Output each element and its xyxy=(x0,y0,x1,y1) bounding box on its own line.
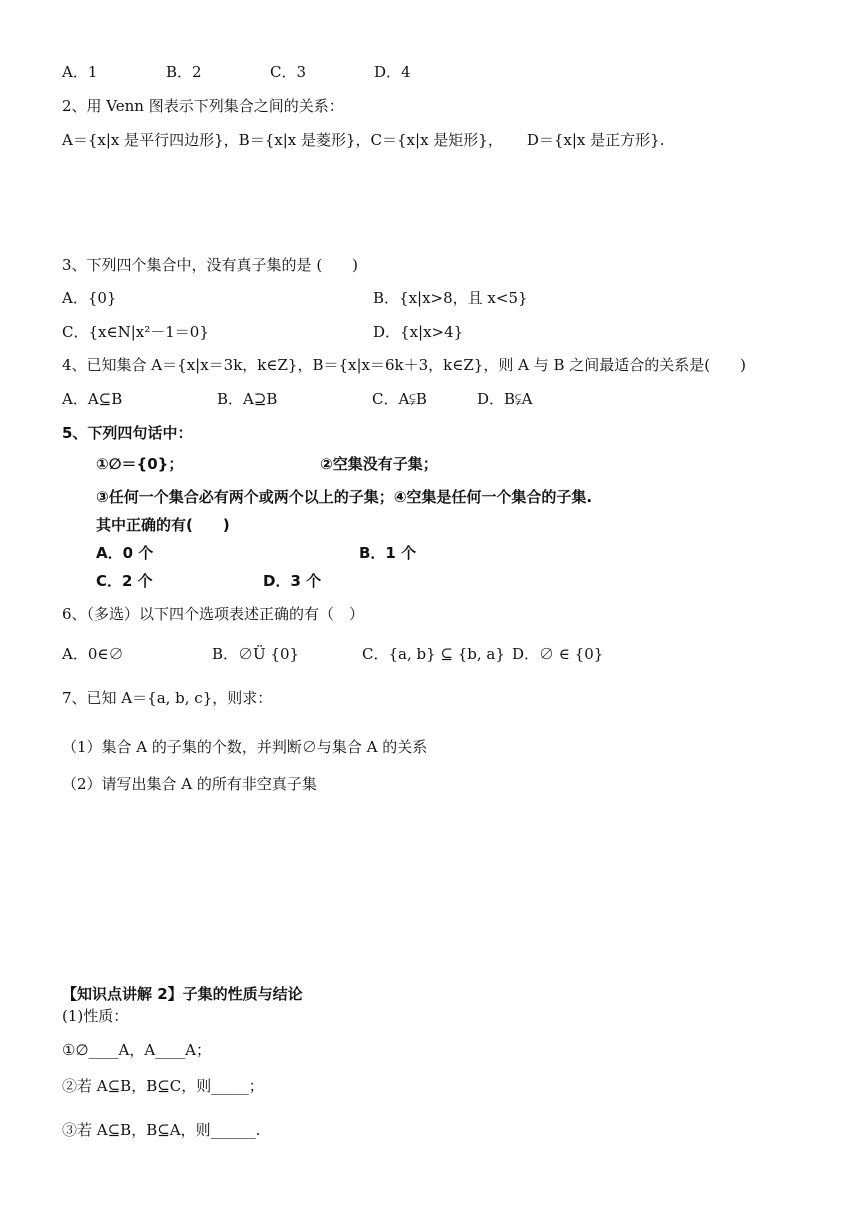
property-1: ①∅____A，A____A； xyxy=(62,1041,212,1059)
section-title: 【知识点讲解 2】子集的性质与结论 xyxy=(62,985,303,1003)
q7-part-2: （2）请写出集合 A 的所有非空真子集 xyxy=(62,775,317,793)
q5-option-c: C．2 个 xyxy=(96,572,153,590)
q6-option-b: B．∅Ü {0} xyxy=(212,645,300,663)
section-subtitle: (1)性质： xyxy=(62,1007,129,1025)
q6-options xyxy=(62,644,603,664)
q5-stem: 5、下列四句话中： xyxy=(62,424,193,442)
q5-statement-2: ②空集没有子集； xyxy=(320,455,438,473)
q7-stem: 7、已知 A＝{a, b, c}，则求： xyxy=(62,689,273,707)
q2-set-d: D＝{x|x 是正方形}. xyxy=(526,131,665,149)
property-3: ③若 A⊆B，B⊆A，则______. xyxy=(62,1121,261,1139)
q4-option-c: C．A⫋B xyxy=(372,390,427,408)
q5-ask: 其中正确的有( ) xyxy=(96,516,230,534)
q2-set-a: A＝{x|x 是平行四边形}， xyxy=(62,131,239,149)
q6-option-c: C．{a, b} ⊆ {b, a} xyxy=(362,645,505,663)
q3-option-b: B．{x|x>8，且 x<5} xyxy=(373,289,528,307)
q1-option-a: A．1 xyxy=(62,63,98,81)
q5-statement-1: ①∅＝{0}； xyxy=(96,455,184,473)
q6-option-d: D．∅ ∈ {0} xyxy=(512,645,604,663)
q5-statement-3-4: ③任何一个集合必有两个或两个以上的子集；④空集是任何一个集合的子集. xyxy=(96,488,593,506)
q7-part-1: （1）集合 A 的子集的个数，并判断∅与集合 A 的关系 xyxy=(62,738,428,756)
q2-set-b: B＝{x|x 是菱形}， xyxy=(238,131,371,149)
q4-stem: 4、已知集合 A＝{x|x＝3k，k∈Z}，B＝{x|x＝6k＋3，k∈Z}，则 A 与 B 之间最适合的关系是( ) xyxy=(62,356,746,374)
q4-option-b: B．A⊇B xyxy=(217,390,278,408)
q4-option-d: D．B⫋A xyxy=(477,390,533,408)
q3-option-d: D．{x|x>4} xyxy=(373,323,464,341)
q1-option-b: B．2 xyxy=(166,63,202,81)
q1-option-d: D．4 xyxy=(374,63,411,81)
q4-options xyxy=(62,389,532,409)
q1-option-c: C．3 xyxy=(270,63,307,81)
q3-option-c: C．{x∈N|x²－1＝0} xyxy=(62,323,209,341)
q1-options xyxy=(62,62,411,82)
property-2: ②若 A⊆B，B⊆C，则_____； xyxy=(62,1077,264,1095)
q5-option-d: D．3 个 xyxy=(263,572,322,590)
q2-sets xyxy=(62,130,664,150)
q5-option-a: A．0 个 xyxy=(96,544,154,562)
q6-option-a: A．0∈∅ xyxy=(62,645,124,663)
q3-stem: 3、下列四个集合中，没有真子集的是 ( ) xyxy=(62,256,359,274)
q5-option-b: B．1 个 xyxy=(359,544,417,562)
q2-set-c: C＝{x|x 是矩形}， xyxy=(370,131,503,149)
q4-option-a: A．A⊆B xyxy=(62,390,123,408)
q6-stem: 6、（多选）以下四个选项表述正确的有（ ） xyxy=(62,605,365,623)
q3-option-a: A．{0} xyxy=(62,289,117,307)
q2-stem: 2、用 Venn 图表示下列集合之间的关系： xyxy=(62,97,344,115)
